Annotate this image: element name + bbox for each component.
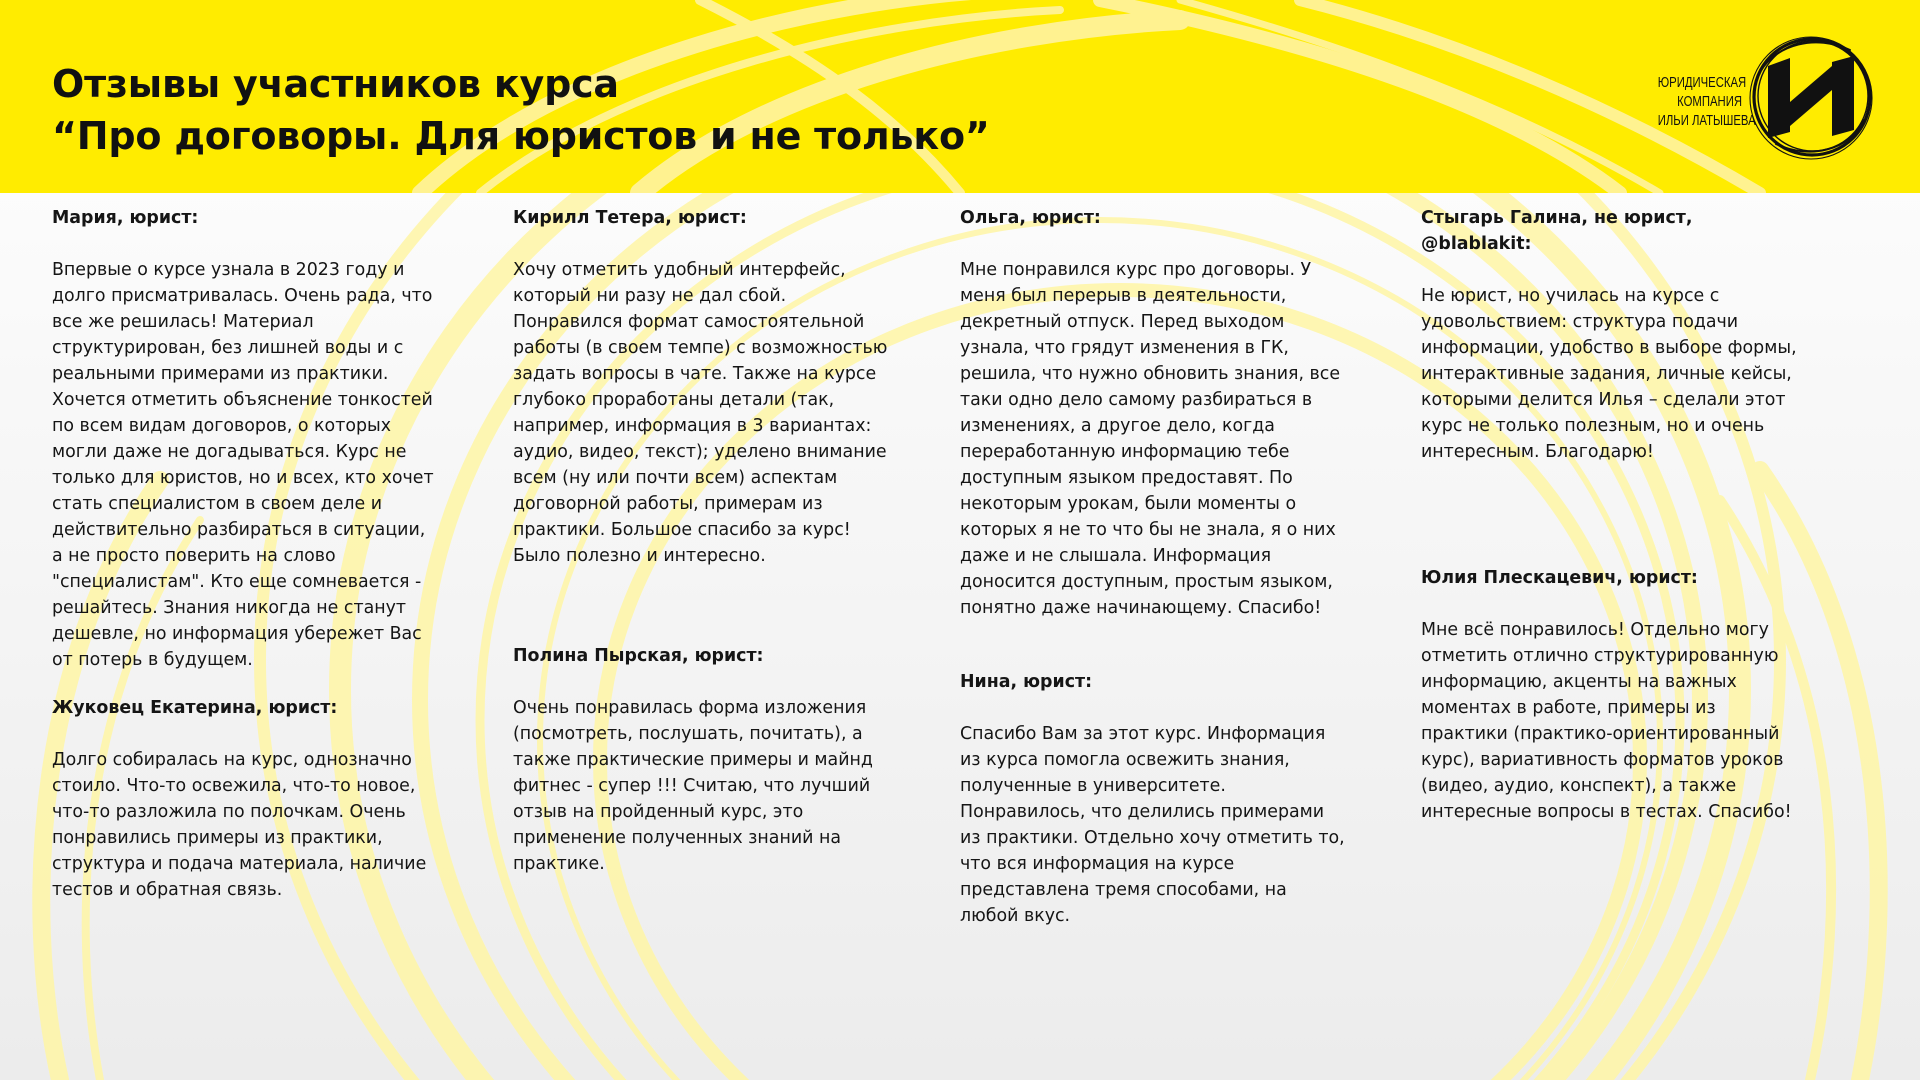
review-author: Нина, юрист: bbox=[960, 672, 1093, 692]
review-text: Не юрист, но училась на курсе с удовольствием: структура подачи информации, удобство в выборе формы, интерактивные задания, личные кейсы, которыми делится Илья – сделали этот курс не только полезным, но и очень интересным. Благодарю! bbox=[1421, 286, 1797, 462]
review-text: Мне понравился курс про договоры. У меня был перерыв в деятельности, декретный отпуск. Перед выходом узнала, что грядут изменения в ГК, решила, что нужно обновить знания, все таки одно дело самому разбираться в изменениях, а другое дело, когда переработанную информацию тебе доступным языком предоставят. По некоторым урокам, были моменты о которых я не то что бы не знала, я о них даже и не слышала. Информация доносится доступным, простым языком, понятно даже начинающему. Спасибо! bbox=[960, 260, 1341, 618]
page-title-line1: Отзывы участников курса bbox=[52, 62, 619, 106]
review-card bbox=[52, 205, 438, 673]
review-text: Впервые о курсе узнала в 2023 году и долго присматривалась. Очень рада, что все же решилась! Материал структурирован, без лишней воды и с реальными примерами из практики. Хочется отметить объяснение тонкостей по всем видам договоров, о которых могли даже не догадываться. Курс не только для юристов, но и всех, кто хочет стать специалистом в своем деле и действительно разбираться в ситуации, а не просто поверить на слово "специалистам". Кто еще сомневается - решайтесь. Знания никогда не станут дешевле, но информация убережет Вас от потерь в будущем. bbox=[52, 260, 434, 670]
reviews-column-3 bbox=[960, 205, 1346, 929]
reviews-column-2 bbox=[513, 205, 899, 877]
review-text: Спасибо Вам за этот курс. Информация из курса помогла освежить знания, полученные в университете. Понравилось, что делились примерами из практики. Отдельно хочу отметить то, что вся информация на курсе представлена тремя способами, на любой вкус. bbox=[960, 724, 1345, 926]
review-card bbox=[513, 205, 899, 569]
review-card bbox=[52, 695, 438, 903]
review-card bbox=[513, 643, 899, 877]
review-card bbox=[1421, 565, 1807, 825]
review-author: Стыгарь Галина, не юрист, @blablakit: bbox=[1421, 208, 1693, 254]
logo-line3: ИЛЬИ ЛАТЫШЕВА bbox=[1657, 113, 1756, 129]
logo-line2: КОМПАНИЯ bbox=[1677, 94, 1742, 110]
review-card bbox=[960, 205, 1346, 621]
review-author: Мария, юрист: bbox=[52, 208, 199, 228]
review-author: Полина Пырская, юрист: bbox=[513, 646, 764, 666]
review-text: Очень понравилась форма изложения (посмотреть, послушать, почитать), а также практические примеры и майнд фитнес - супер !!! Считаю, что лучший отзыв на пройденный курс, это применение полученных знаний на практике. bbox=[513, 698, 873, 874]
review-text: Долго собиралась на курс, однозначно стоило. Что-то освежила, что-то новое, что-то разложила по полочкам. Очень понравились примеры из практики, структура и подача материала, наличие тестов и обратная связь. bbox=[52, 750, 427, 900]
review-author: Юлия Плескацевич, юрист: bbox=[1421, 568, 1698, 588]
review-author: Жуковец Екатерина, юрист: bbox=[52, 698, 338, 718]
reviews-column-4 bbox=[1421, 205, 1807, 825]
review-author: Ольга, юрист: bbox=[960, 208, 1101, 228]
review-card bbox=[960, 669, 1346, 929]
review-card bbox=[1421, 205, 1807, 465]
review-text: Хочу отметить удобный интерфейс, который ни разу не дал сбой. Понравился формат самостоятельной работы (в своем темпе) с возможностью задать вопросы в чате. Также на курсе глубоко проработаны детали (так, например, информация в 3 вариантах: аудио, видео, текст); уделено внимание всем (ну или почти всем) аспектам договорной работы, примерам из практики. Большое спасибо за курс! Было полезно и интересно. bbox=[513, 260, 888, 566]
review-text: Мне всё понравилось! Отдельно могу отметить отлично структурированную информацию, акценты на важных моментах в работе, примеры из практики (практико-ориентированный курс), вариативность форматов уроков (видео, аудио, конспект), а также интересные вопросы в тестах. Спасибо! bbox=[1421, 620, 1792, 822]
review-author: Кирилл Тетера, юрист: bbox=[513, 208, 747, 228]
reviews-column-1 bbox=[52, 205, 438, 903]
page-title-line2: “Про договоры. Для юристов и не только” bbox=[52, 114, 990, 158]
logo-line1: ЮРИДИЧЕСКАЯ bbox=[1657, 75, 1747, 91]
